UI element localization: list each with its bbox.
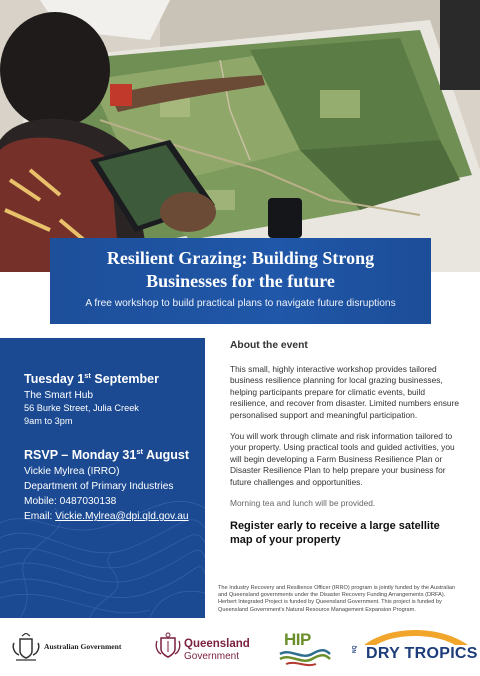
event-details-panel (0, 338, 205, 618)
queensland-text: Queensland (184, 638, 250, 650)
title-line-2: Businesses for the future (146, 271, 335, 291)
event-details (24, 368, 204, 523)
rsvp-heading: RSVP – Monday 31st August (24, 447, 190, 463)
sponsor-logos (0, 627, 480, 676)
government-text: Government (184, 651, 240, 662)
title-banner (50, 238, 431, 324)
rsvp-department: Department of Primary Industries (24, 481, 174, 493)
dry-tropics-text: DRY TROPICS (366, 645, 478, 662)
coat-of-arms-icon (10, 633, 42, 663)
australian-government-text: Australian Government (44, 642, 122, 651)
event-title (50, 238, 431, 293)
about-paragraph-2: You will work through climate and risk information tailored to your property. Using practical tools and guided activities, you will begin developing a Farm Business Resilience Plan or Disaster Resilience Plan to help prepare your business for future challenges and opportunities. (230, 431, 455, 487)
about-section (230, 340, 462, 547)
event-subtitle: A free workshop to build practical plans to navigate future disruptions (85, 298, 396, 309)
workshop-photo-illustration (0, 0, 480, 272)
catering-note: Morning tea and lunch will be provided. (230, 498, 376, 509)
register-callout: Register early to receive a large satellite map of your property (230, 520, 440, 547)
hip-text: HIP (284, 630, 311, 649)
event-address: 56 Burke Street, Julia Creek (24, 403, 139, 414)
rsvp-email-line: Email: Vickie.Mylrea@dpi.qld.gov.au (24, 511, 189, 523)
rsvp-mobile: Mobile: 0487030138 (24, 496, 117, 508)
about-paragraph-1: This small, highly interactive workshop provides tailored business resilience planning for local grazing businesses, helping participants prepare for climatic events, build resilience, and recover from disaster. Limited numbers ensure personalised support and meaningful participation. (230, 364, 460, 420)
rsvp-email-link[interactable]: Vickie.Mylrea@dpi.qld.gov.au (55, 511, 189, 523)
nq-dry-tropics-logo (350, 629, 478, 669)
funding-fine-print: The Industry Recovery and Resilience Officer (IRRO) program is jointly funded by the Australian and Queensland governments under the Disaster Recovery Funding Arrangements (DRFA). Herbert Integrated Project is funded by Queensland Government. This project is funded by Queensland Government's Natural Resource Management Expansion Program. (218, 585, 456, 613)
about-heading: About the event (230, 340, 308, 351)
nq-text: NQ (352, 645, 358, 653)
queensland-government-logo (155, 632, 250, 666)
hero-photo (0, 0, 480, 272)
event-venue: The Smart Hub (24, 390, 94, 402)
title-line-1: Resilient Grazing: Building Strong (106, 248, 375, 268)
phone (268, 198, 302, 238)
event-date: Tuesday 1st September (24, 371, 159, 387)
australian-government-logo (10, 633, 135, 663)
hip-logo (276, 628, 332, 668)
event-time: 9am to 3pm (24, 416, 73, 427)
hip-wave-icon (276, 628, 332, 668)
person-head (0, 12, 110, 128)
rsvp-contact-name: Vickie Mylrea (IRRO) (24, 466, 120, 478)
queensland-crest-icon (155, 632, 181, 662)
